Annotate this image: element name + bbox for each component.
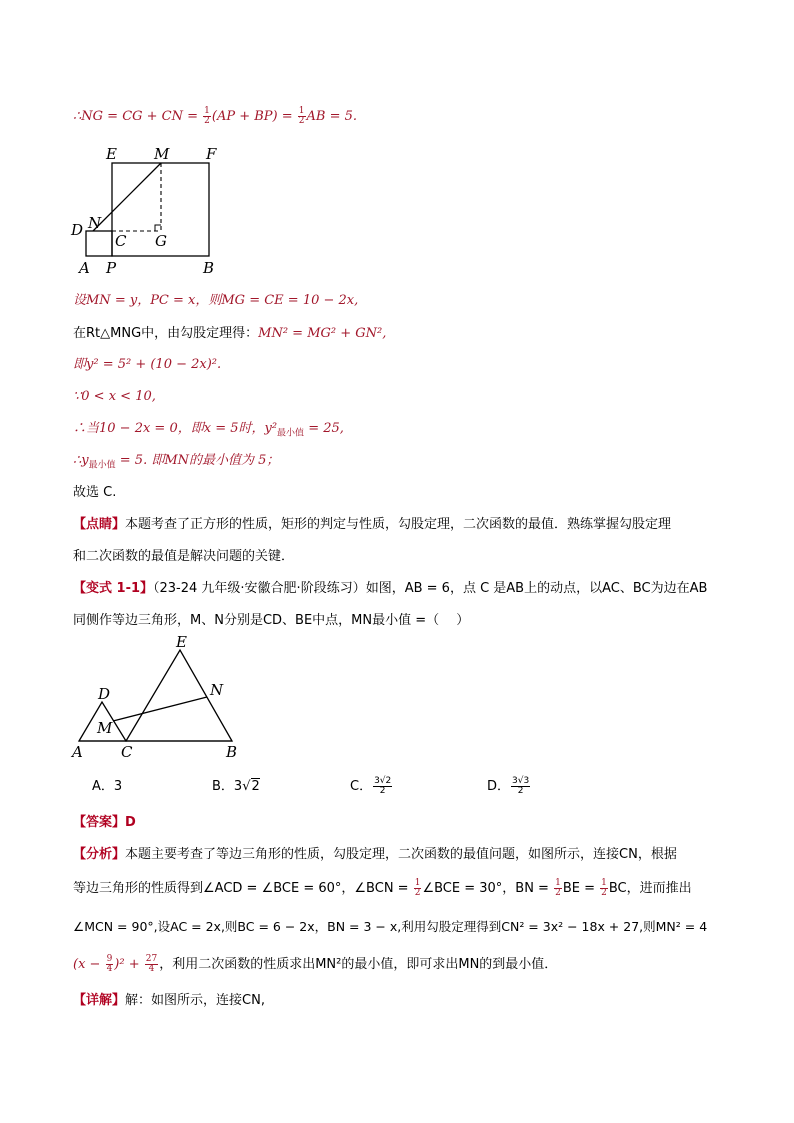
label-g: G [155, 232, 167, 250]
segment-nm [93, 163, 161, 231]
answer-value: D [125, 815, 136, 830]
dianjing-line-1 [73, 515, 671, 535]
variant-source: （23-24 九年级·安徽合肥·阶段练习） [153, 581, 366, 596]
dianjing-tag: 【点睛】 [73, 517, 126, 532]
dianjing-text: 本题考查了正方形的性质，矩形的判定与性质，勾股定理，二次函数的最值．熟练掌握勾股定理 [125, 517, 672, 532]
equation-text: 设MN = y，PC = x，则MG = CE = 10 − 2x, [73, 293, 359, 308]
solution-line-2 [73, 291, 358, 311]
label-d: D [98, 685, 111, 703]
equation-text: ∴当10 − 2x = 0，即x = 5时，y² [73, 421, 278, 436]
fraction: $\frac{1}{2}$ [601, 878, 607, 898]
fraction: $\frac{9}{4}$ [106, 954, 113, 974]
fraction: $\frac{1}{2}$ [298, 106, 305, 126]
label-c: C [115, 232, 127, 250]
label-n: N [88, 214, 102, 232]
solution-line-1 [73, 107, 357, 127]
equation-text: = 5. 即MN的最小值为 5； [115, 453, 280, 468]
analysis-text: ，利用二次函数的性质求出MN²的最小值，即可求出MN的到最小值． [159, 957, 558, 972]
label-p: P [106, 259, 117, 275]
solution-line-7 [73, 451, 279, 476]
figure-triangles [66, 635, 246, 760]
equation-text: AB = 5. [306, 109, 358, 124]
subscript: 最小值 [88, 460, 116, 471]
label-d: D [71, 221, 84, 239]
equation-text: (x − [73, 957, 105, 972]
analysis-text: BC，进而推出 [608, 881, 692, 896]
option-c-label: C． [350, 779, 373, 794]
analysis-line-3 [73, 917, 707, 937]
variant-line-2 [73, 611, 469, 631]
figure-rectangle [66, 140, 246, 275]
solution-line-5 [73, 387, 156, 407]
equation-text: )² + [114, 957, 144, 972]
option-a[interactable] [92, 777, 122, 797]
label-f: F [206, 145, 217, 163]
right-angle-mark [155, 225, 161, 231]
fraction: $\frac{1}{2}$ [414, 878, 421, 898]
analysis-text: ∠MCN = 90°,设AC = 2x,则BC = 6 − 2x，BN = 3 − x,利用勾股定理得到CN² = 3x² − 18x + 27,则MN² = 4 [73, 919, 708, 934]
answer-tag: 【答案】 [73, 815, 126, 830]
fraction: $\frac{1}{2}$ [204, 106, 210, 126]
label-e: E [176, 635, 187, 651]
text: 故选 C. [73, 485, 117, 500]
option-d[interactable] [487, 777, 531, 797]
option-b-radicand: 2 [251, 779, 260, 794]
analysis-text: BE = [562, 881, 600, 896]
detail-line [73, 991, 265, 1011]
variant-line-1 [73, 579, 707, 599]
analysis-line-4 [73, 955, 557, 975]
subscript: 最小值 [277, 428, 305, 439]
answer-line [73, 813, 136, 833]
equation-text: (AP + BP) = [211, 109, 297, 124]
option-b-label: B．3 [212, 779, 243, 794]
option-d-label: D． [487, 779, 511, 794]
label-b: B [203, 259, 215, 275]
square-apcd [86, 231, 112, 256]
label-e: E [106, 145, 117, 163]
detail-text: 解：如图所示，连接CN, [125, 993, 265, 1008]
text: 在Rt△MNG中，由勾股定理得： [73, 326, 259, 341]
equation-text: 即y² = 5² + (10 − 2x)². [73, 357, 222, 372]
solution-line-4 [73, 355, 221, 375]
equation-text: = 25, [304, 421, 344, 436]
fraction: $\frac{1}{2}$ [555, 878, 561, 898]
variant-text: 如图，AB = 6，点 C 是AB上的动点，以AC、BC为边在AB [365, 581, 708, 596]
option-b[interactable]: B．3√2 [212, 779, 260, 794]
equation-text: MN² = MG² + GN², [258, 326, 387, 341]
analysis-tag: 【分析】 [73, 847, 126, 862]
label-b: B [226, 743, 238, 760]
dianjing-line-2 [73, 547, 294, 567]
label-a: A [79, 259, 90, 275]
solution-line-8 [73, 483, 116, 503]
option-c[interactable] [350, 777, 393, 797]
option-a-label: A．3 [92, 779, 123, 794]
analysis-line-1 [73, 845, 677, 865]
equation-text: ∴y [73, 453, 89, 468]
detail-tag: 【详解】 [73, 993, 126, 1008]
label-c: C [121, 743, 133, 760]
solution-line-6 [73, 419, 344, 444]
equation-text: ∴NG = CG + CN = [73, 109, 203, 124]
variant-tag: 【变式 1-1】 [73, 581, 154, 596]
analysis-text: 本题主要考查了等边三角形的性质，勾股定理，二次函数的最值问题，如图所示，连接CN，根据 [125, 847, 677, 862]
label-a: A [72, 743, 83, 760]
analysis-text: 等边三角形的性质得到∠ACD = ∠BCE = 60°，∠BCN = [73, 881, 413, 896]
label-m: M [97, 719, 113, 737]
fraction: $\frac{27}{4}$ [145, 954, 158, 974]
label-n: N [210, 681, 224, 699]
solution-line-3 [73, 324, 386, 344]
option-c-fraction: $\frac{3√2}{2}$ [374, 776, 392, 796]
variant-text: 同侧作等边三角形，M、N分别是CD、BE中点，MN最小值 =（ ） [73, 613, 470, 628]
equation-text: ∵0 < x < 10, [73, 389, 156, 404]
segment-mn [113, 697, 207, 721]
analysis-text: ∠BCE = 30°，BN = [422, 881, 554, 896]
label-m: M [154, 145, 170, 163]
analysis-line-2 [73, 879, 692, 899]
option-d-fraction: $\frac{3√3}{2}$ [512, 776, 530, 796]
dianjing-text: 和二次函数的最值是解决问题的关键． [73, 549, 295, 564]
